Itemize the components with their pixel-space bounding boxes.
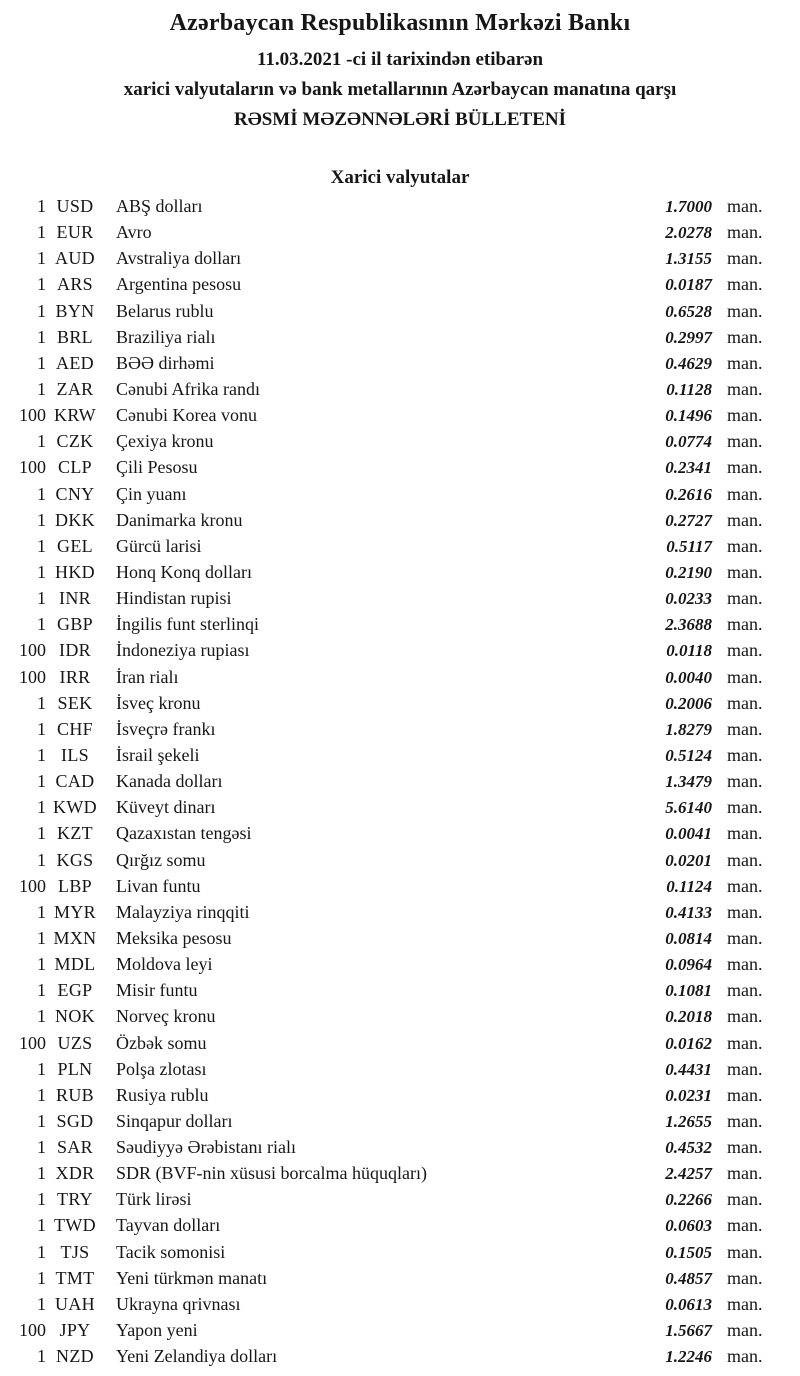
rate-value-cell: 0.5117 [666,536,712,556]
currency-row [0,248,770,274]
currency-code-cell: EUR [56,222,94,243]
rate-value-cell: 0.4532 [665,1138,712,1158]
rate-value-cell: 5.6140 [665,798,712,818]
rate-value-cell: 1.7000 [665,197,712,216]
currency-code-cell: MYR [54,901,96,922]
rate-value-cell: 0.4431 [665,1059,712,1079]
bulletin-header [0,0,800,135]
currency-row [0,1242,770,1268]
unit-cell: man. [727,1084,763,1105]
currency-row [0,719,770,745]
currency-code-cell: PLN [57,1058,93,1079]
quantity-cell: 1 [37,561,46,582]
currency-row [0,536,770,562]
currency-name-cell: Malayziya rinqqiti [116,901,250,922]
unit-cell: man. [727,640,763,661]
unit-cell: man. [727,797,763,818]
currency-code-cell: RUB [56,1084,94,1105]
quantity-cell: 1 [37,535,46,556]
currency-name-cell: Livan funtu [116,875,201,896]
unit-cell: man. [727,431,763,452]
unit-cell: man. [727,744,763,765]
currency-name-cell: ABŞ dolları [116,196,203,216]
currency-name-cell: SDR (BVF-nin xüsusi borcalma hüquqları) [116,1163,427,1184]
quantity-cell: 1 [37,797,46,818]
quantity-cell: 1 [37,588,46,609]
currency-row [0,693,770,719]
currency-row [0,510,770,536]
currency-name-cell: İngilis funt sterlinqi [116,614,259,635]
currency-name-cell: Yeni Zelandiya dolları [116,1346,278,1367]
currency-code-cell: UZS [57,1032,93,1053]
currency-name-cell: İsrail şekeli [116,744,200,765]
rate-value-cell: 0.0201 [665,850,712,870]
unit-cell: man. [727,248,763,269]
quantity-cell: 1 [37,1215,46,1236]
quantity-cell: 1 [37,248,46,269]
quantity-cell: 1 [37,980,46,1001]
unit-cell: man. [727,901,763,922]
unit-cell: man. [727,378,763,399]
currency-code-cell: LBP [58,875,92,896]
rate-value-cell: 0.1124 [666,876,712,896]
unit-cell: man. [727,1241,763,1262]
unit-cell: man. [727,1189,763,1210]
currency-code-cell: AUD [55,248,95,269]
bank-title: Azərbaycan Respublikasının Mərkəzi Bankı [169,10,631,36]
rate-value-cell: 2.4257 [665,1164,712,1184]
quantity-cell: 1 [37,1241,46,1262]
currency-row [0,823,770,849]
rate-value-cell: 1.3155 [665,249,712,269]
currency-name-cell: Rusiya rublu [116,1084,209,1105]
currency-name-cell: Belarus rublu [116,300,214,321]
currency-name-cell: Avro [116,222,152,243]
rate-value-cell: 0.2018 [665,1007,712,1027]
currency-row [0,667,770,693]
currency-row [0,327,770,353]
effective-date-line: 11.03.2021 -ci il tarixindən etibarən [256,49,544,70]
currency-code-cell: BYN [55,300,95,321]
currency-code-cell: CNY [55,483,95,504]
quantity-cell: 100 [19,666,46,687]
currency-code-cell: NOK [55,1006,95,1027]
currency-name-cell: Qazaxıstan tengəsi [116,823,252,844]
rate-value-cell: 0.0040 [665,667,712,687]
rate-value-cell: 0.0162 [665,1033,712,1053]
currency-code-cell: NZD [56,1346,94,1367]
unit-cell: man. [727,326,763,347]
currency-row [0,614,770,640]
currency-rate-table [0,196,800,1372]
unit-cell: man. [727,1032,763,1053]
currency-row [0,1059,770,1085]
rate-value-cell: 0.0814 [665,928,712,948]
rate-value-cell: 0.0603 [665,1216,712,1236]
quantity-cell: 1 [37,222,46,243]
currency-code-cell: CHF [57,718,93,739]
currency-name-cell: Ukrayna qrivnası [116,1293,241,1314]
currency-row [0,876,770,902]
currency-name-cell: İsveçrə frankı [116,718,216,739]
currency-row [0,850,770,876]
rate-value-cell: 0.0187 [665,275,712,295]
currency-code-cell: MDL [54,954,96,975]
currency-row [0,379,770,405]
quantity-cell: 1 [37,849,46,870]
quantity-cell: 1 [37,431,46,452]
currency-name-cell: Meksika pesosu [116,927,232,948]
quantity-cell: 1 [37,509,46,530]
quantity-cell: 1 [37,300,46,321]
unit-cell: man. [727,718,763,739]
currency-name-cell: Braziliya rialı [116,326,216,347]
currency-name-cell: Yapon yeni [116,1320,198,1341]
unit-cell: man. [727,509,763,530]
rate-value-cell: 0.4857 [665,1268,712,1288]
currency-name-cell: Çexiya kronu [116,431,214,452]
currency-name-cell: Misir funtu [116,980,198,1001]
currency-code-cell: CLP [58,457,92,478]
quantity-cell: 100 [19,640,46,661]
unit-cell: man. [727,588,763,609]
quantity-cell: 1 [37,378,46,399]
currency-code-cell: CZK [56,431,94,452]
quantity-cell: 1 [37,771,46,792]
quantity-cell: 1 [37,718,46,739]
quantity-cell: 1 [37,954,46,975]
quantity-cell: 1 [37,614,46,635]
currency-name-cell: Gürcü larisi [116,535,202,556]
currency-row [0,1085,770,1111]
unit-cell: man. [727,980,763,1001]
unit-cell: man. [727,274,763,295]
unit-cell: man. [727,1320,763,1341]
unit-cell: man. [727,1137,763,1158]
quantity-cell: 1 [37,326,46,347]
rate-value-cell: 0.0613 [665,1294,712,1314]
currency-name-cell: Argentina pesosu [116,274,242,295]
unit-cell: man. [727,561,763,582]
unit-cell: man. [727,927,763,948]
rate-value-cell: 0.2727 [665,510,712,530]
currency-code-cell: JPY [59,1320,91,1341]
rate-value-cell: 2.3688 [665,615,712,635]
unit-cell: man. [727,849,763,870]
currency-code-cell: SGD [56,1110,94,1131]
quantity-cell: 1 [37,1058,46,1079]
quantity-cell: 1 [37,1084,46,1105]
quantity-cell: 100 [19,457,46,478]
currency-name-cell: Sinqapur dolları [116,1110,233,1131]
currency-code-cell: CAD [55,771,95,792]
currency-row [0,980,770,1006]
currency-row [0,1111,770,1137]
rate-value-cell: 0.0964 [665,955,712,975]
quantity-cell: 1 [37,901,46,922]
currency-row [0,274,770,300]
rate-value-cell: 0.6528 [665,301,712,321]
currency-name-cell: Yeni türkmən manatı [116,1267,268,1288]
currency-code-cell: KRW [54,405,96,426]
unit-cell: man. [727,405,763,426]
rate-value-cell: 1.8279 [665,719,712,739]
quantity-cell: 100 [19,405,46,426]
currency-name-cell: Kanada dolları [116,771,223,792]
quantity-cell: 1 [37,692,46,713]
quantity-cell: 100 [19,875,46,896]
unit-cell: man. [727,483,763,504]
currency-code-cell: ZAR [56,378,94,399]
currency-row [0,1320,770,1346]
currency-name-cell: Honq Konq dolları [116,561,252,582]
quantity-cell: 1 [37,1346,46,1367]
currency-name-cell: Küveyt dinarı [116,797,216,818]
currency-code-cell: SEK [57,692,93,713]
currency-name-cell: Türk lirəsi [116,1189,192,1210]
rate-value-cell: 0.0231 [665,1085,712,1105]
currency-name-cell: Tayvan dolları [116,1215,221,1236]
quantity-cell: 1 [37,1006,46,1027]
rate-value-cell: 0.1496 [665,406,712,426]
currency-code-cell: USD [56,196,94,216]
currency-name-cell: Səudiyyə Ərəbistanı rialı [116,1137,296,1158]
currency-row [0,457,770,483]
currency-name-cell: Polşa zlotası [116,1058,207,1079]
rate-value-cell: 0.2266 [665,1190,712,1210]
quantity-cell: 100 [19,1032,46,1053]
currency-code-cell: HKD [55,561,95,582]
rate-value-cell: 0.1128 [666,379,712,399]
currency-code-cell: TMT [55,1267,95,1288]
currency-row [0,1163,770,1189]
quantity-cell: 1 [37,1267,46,1288]
unit-cell: man. [727,614,763,635]
currency-code-cell: INR [59,588,91,609]
quantity-cell: 1 [37,483,46,504]
rate-value-cell: 1.2246 [665,1347,712,1367]
currency-row [0,1215,770,1241]
rate-value-cell: 0.2616 [665,484,712,504]
unit-cell: man. [727,954,763,975]
currency-name-cell: Norveç kronu [116,1006,216,1027]
currency-row [0,954,770,980]
currency-row [0,1033,770,1059]
quantity-cell: 1 [37,1189,46,1210]
rate-value-cell: 1.2655 [665,1111,712,1131]
unit-cell: man. [727,1293,763,1314]
quantity-cell: 1 [37,196,46,216]
quantity-cell: 1 [37,1110,46,1131]
section-title-foreign-currencies: Xarici valyutalar [330,167,470,188]
currency-code-cell: GBP [57,614,93,635]
currency-code-cell: KZT [57,823,93,844]
rate-value-cell: 1.3479 [665,772,712,792]
currency-row [0,405,770,431]
currency-row [0,1189,770,1215]
quantity-cell: 1 [37,1137,46,1158]
currency-code-cell: IRR [59,666,91,687]
currency-code-cell: TRY [57,1189,93,1210]
currency-name-cell: Çili Pesosu [116,457,198,478]
unit-cell: man. [727,1267,763,1288]
rate-value-cell: 0.5124 [665,745,712,765]
currency-row [0,902,770,928]
currency-code-cell: GEL [57,535,93,556]
currency-code-cell: ILS [61,744,89,765]
currency-code-cell: TWD [54,1215,96,1236]
currency-row [0,640,770,666]
currency-row [0,1294,770,1320]
currency-code-cell: XDR [55,1163,95,1184]
rate-value-cell: 1.5667 [665,1321,712,1341]
unit-cell: man. [727,771,763,792]
currency-name-cell: İran rialı [116,666,179,687]
unit-cell: man. [727,1163,763,1184]
currency-name-cell: Çin yuanı [116,483,187,504]
currency-name-cell: İsveç kronu [116,692,201,713]
currency-row [0,431,770,457]
currency-row [0,1346,770,1372]
currency-row [0,222,770,248]
currency-name-cell: İndoneziya rupiası [116,640,250,661]
currency-row [0,353,770,379]
currency-code-cell: SAR [57,1137,93,1158]
currency-row [0,1137,770,1163]
currency-code-cell: UAH [55,1293,95,1314]
rate-value-cell: 0.0118 [666,641,712,661]
rate-value-cell: 0.0041 [665,824,712,844]
unit-cell: man. [727,875,763,896]
currency-name-cell: Danimarka kronu [116,509,243,530]
rate-value-cell: 2.0278 [665,223,712,243]
unit-cell: man. [727,823,763,844]
rate-value-cell: 0.1081 [665,981,712,1001]
currency-code-cell: EGP [57,980,93,1001]
unit-cell: man. [727,1058,763,1079]
currency-name-cell: Cənubi Korea vonu [116,405,257,426]
currency-code-cell: IDR [59,640,91,661]
currency-name-cell: Cənubi Afrika randı [116,378,260,399]
currency-code-cell: MXN [53,927,97,948]
currency-name-cell: Tacik somonisi [116,1241,226,1262]
unit-cell: man. [727,1346,763,1367]
quantity-cell: 1 [37,744,46,765]
currency-row [0,301,770,327]
currency-code-cell: ARS [57,274,93,295]
unit-cell: man. [727,1006,763,1027]
quantity-cell: 1 [37,1163,46,1184]
currency-code-cell: AED [56,352,94,373]
unit-cell: man. [727,222,763,243]
currency-name-cell: Hindistan rupisi [116,588,232,609]
quantity-cell: 100 [19,1320,46,1341]
unit-cell: man. [727,666,763,687]
currency-code-cell: KGS [56,849,94,870]
currency-code-cell: DKK [55,509,95,530]
quantity-cell: 1 [37,927,46,948]
unit-cell: man. [727,352,763,373]
rate-value-cell: 0.0774 [665,432,712,452]
currency-code-cell: BRL [57,326,93,347]
currency-row [0,562,770,588]
rate-value-cell: 0.2190 [665,562,712,582]
currency-row [0,1268,770,1294]
rate-value-cell: 0.2341 [665,458,712,478]
currency-row [0,484,770,510]
bulletin-title: RƏSMİ MƏZƏNNƏLƏRİ BÜLLETENİ [233,109,566,130]
rate-value-cell: 0.0233 [665,589,712,609]
quantity-cell: 1 [37,274,46,295]
unit-cell: man. [727,300,763,321]
currency-code-cell: TJS [60,1241,90,1262]
rate-value-cell: 0.4133 [665,902,712,922]
currency-code-cell: KWD [53,797,97,818]
rate-value-cell: 0.2006 [665,693,712,713]
unit-cell: man. [727,196,763,216]
currency-name-cell: Qırğız somu [116,849,206,870]
rate-value-cell: 0.4629 [665,353,712,373]
rate-value-cell: 0.2997 [665,327,712,347]
currency-row [0,797,770,823]
unit-cell: man. [727,535,763,556]
subject-line: xarici valyutaların və bank metallarının Azərbaycan manatına qarşı [123,79,677,100]
currency-name-cell: Moldova leyi [116,954,213,975]
unit-cell: man. [727,692,763,713]
quantity-cell: 1 [37,352,46,373]
currency-row [0,588,770,614]
currency-name-cell: BƏƏ dirhəmi [116,352,215,373]
currency-row [0,1006,770,1032]
unit-cell: man. [727,1215,763,1236]
quantity-cell: 1 [37,1293,46,1314]
currency-row [0,928,770,954]
currency-name-cell: Avstraliya dolları [116,248,242,269]
quantity-cell: 1 [37,823,46,844]
unit-cell: man. [727,457,763,478]
rate-value-cell: 0.1505 [665,1242,712,1262]
currency-row [0,196,770,222]
currency-row [0,771,770,797]
currency-row [0,745,770,771]
unit-cell: man. [727,1110,763,1131]
currency-name-cell: Özbək somu [116,1032,207,1053]
